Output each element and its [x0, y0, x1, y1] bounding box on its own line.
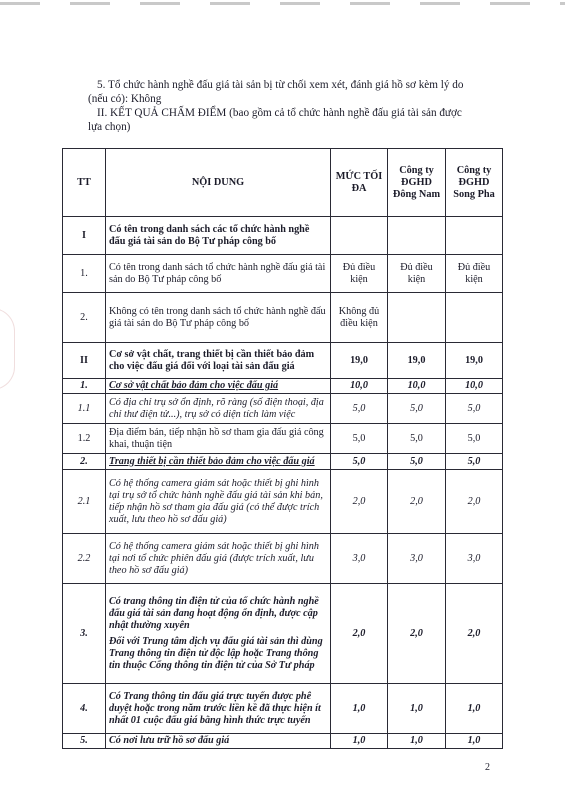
row-max: 10,0 [331, 379, 388, 394]
row-max: 5,0 [331, 454, 388, 470]
header-tt: TT [63, 149, 106, 217]
row-company-1 [388, 217, 446, 255]
row-company-2: 2,0 [446, 470, 503, 534]
page-number: 2 [485, 762, 490, 773]
row-company-1: 19,0 [388, 343, 446, 379]
intro-line-2: (nếu có): Không [88, 93, 162, 105]
row-tt: II [63, 343, 106, 379]
row-company-1: 1,0 [388, 684, 446, 734]
row-tt: 4. [63, 684, 106, 734]
row-company-1: 2,0 [388, 470, 446, 534]
row-tt: 2. [63, 454, 106, 470]
row-company-1: 5,0 [388, 394, 446, 424]
row-content: Cơ sở vật chất, trang thiết bị cần thiết bảo đảm cho việc đấu giá đối với loại tài sản đấu giá [106, 343, 331, 379]
table-row [63, 379, 503, 394]
row-company-2: 2,0 [446, 584, 503, 684]
row-content: Cơ sở vật chất bảo đảm cho việc đấu giá [106, 379, 331, 394]
row-company-2 [446, 293, 503, 343]
row-content-note: Đối với Trung tâm dịch vụ đấu giá tài sản thì dùng Trang thông tin điện tử độc lập hoặc Trang thông tin thuộc Cổng thông tin điện tử của Sở Tư pháp [109, 635, 323, 671]
row-content: Có tên trong danh sách tổ chức hành nghề đấu giá tài sản do Bộ Tư pháp công bố [106, 255, 331, 293]
header-row [63, 149, 503, 217]
row-company-2: 1,0 [446, 684, 503, 734]
intro-line-1: 5. Tổ chức hành nghề đấu giá tài sản bị từ chối xem xét, đánh giá hồ sơ kèm lý do [97, 79, 464, 91]
table-row [63, 424, 503, 454]
row-tt: 1. [63, 379, 106, 394]
row-max: Không đủ điều kiện [331, 293, 388, 343]
row-company-2 [446, 217, 503, 255]
row-company-2: 10,0 [446, 379, 503, 394]
row-content-cell [106, 584, 331, 684]
row-company-1: 5,0 [388, 424, 446, 454]
row-tt: 2.1 [63, 470, 106, 534]
table-row [63, 584, 503, 684]
row-company-2: 5,0 [446, 454, 503, 470]
row-content: Có trang thông tin điện tử của tổ chức hành nghề đấu giá tài sản đang hoạt động ổn định, được cập nhật thường xuyên [109, 595, 319, 631]
table-row [63, 343, 503, 379]
row-content: Không có tên trong danh sách tổ chức hành nghề đấu giá tài sản do Bộ Tư pháp công bố [106, 293, 331, 343]
intro-section [88, 78, 508, 134]
row-tt: 3. [63, 584, 106, 684]
header-company-2: Công ty ĐGHD Song Pha [446, 149, 503, 217]
row-max: 5,0 [331, 424, 388, 454]
row-max: Đủ điều kiện [331, 255, 388, 293]
row-company-1: 1,0 [388, 734, 446, 749]
row-content: Trang thiết bị cần thiết bảo đảm cho việc đấu giá [106, 454, 331, 470]
row-company-1: Đủ điều kiện [388, 255, 446, 293]
row-company-2: 1,0 [446, 734, 503, 749]
row-content: Có hệ thống camera giám sát hoặc thiết bị ghi hình tại nơi tổ chức phiên đấu giá (được trích xuất, lưu theo hồ sơ đấu giá) [106, 534, 331, 584]
row-max: 19,0 [331, 343, 388, 379]
table-row [63, 534, 503, 584]
row-company-1: 3,0 [388, 534, 446, 584]
row-content: Địa điểm bán, tiếp nhận hồ sơ tham gia đấu giá công khai, thuận tiện [106, 424, 331, 454]
row-company-1: 10,0 [388, 379, 446, 394]
row-tt: I [63, 217, 106, 255]
row-tt: 5. [63, 734, 106, 749]
header-max: MỨC TỐI ĐA [331, 149, 388, 217]
row-company-1: 5,0 [388, 454, 446, 470]
row-content: Có nơi lưu trữ hồ sơ đấu giá [106, 734, 331, 749]
row-company-2: 5,0 [446, 424, 503, 454]
table-row [63, 470, 503, 534]
row-tt: 2. [63, 293, 106, 343]
table-row [63, 684, 503, 734]
row-content: Có Trang thông tin đấu giá trực tuyến được phê duyệt hoặc trong năm trước liền kề đã thực hiện ít nhất 01 cuộc đấu giá bằng hình thức trực tuyến [106, 684, 331, 734]
row-company-2: 3,0 [446, 534, 503, 584]
row-company-1 [388, 293, 446, 343]
row-company-2: Đủ điều kiện [446, 255, 503, 293]
scoring-table [62, 148, 503, 749]
row-max: 1,0 [331, 684, 388, 734]
intro-line-3: II. KẾT QUẢ CHẤM ĐIỂM (bao gồm cả tổ chức hành nghề đấu giá tài sản được [97, 107, 462, 119]
scan-top-edge [0, 2, 565, 5]
row-tt: 1.2 [63, 424, 106, 454]
table-row [63, 255, 503, 293]
row-content: Có địa chỉ trụ sở ổn định, rõ ràng (số điện thoại, địa chỉ thư điện tử...), trụ sở có diện tích làm việc [106, 394, 331, 424]
row-max [331, 217, 388, 255]
row-max: 2,0 [331, 584, 388, 684]
row-company-1: 2,0 [388, 584, 446, 684]
table-row [63, 217, 503, 255]
row-tt: 1.1 [63, 394, 106, 424]
row-max: 3,0 [331, 534, 388, 584]
table-row [63, 734, 503, 749]
row-max: 2,0 [331, 470, 388, 534]
intro-line-4: lựa chọn) [88, 121, 131, 133]
row-tt: 1. [63, 255, 106, 293]
header-company-1: Công ty ĐGHD Đông Nam [388, 149, 446, 217]
row-company-2: 19,0 [446, 343, 503, 379]
stamp-mark [0, 308, 15, 390]
row-content: Có tên trong danh sách các tổ chức hành nghề đấu giá tài sản do Bộ Tư pháp công bố [106, 217, 331, 255]
table-row [63, 454, 503, 470]
row-content: Có hệ thống camera giám sát hoặc thiết bị ghi hình tại trụ sở tổ chức hành nghề đấu giá tài sản khi bán, tiếp nhận hồ sơ tham gia đấu giá (có thể được trích xuất, lưu theo hồ sơ đấu giá) [106, 470, 331, 534]
table-row [63, 394, 503, 424]
row-max: 1,0 [331, 734, 388, 749]
header-content: NỘI DUNG [106, 149, 331, 217]
row-company-2: 5,0 [446, 394, 503, 424]
table-row [63, 293, 503, 343]
row-max: 5,0 [331, 394, 388, 424]
row-tt: 2.2 [63, 534, 106, 584]
